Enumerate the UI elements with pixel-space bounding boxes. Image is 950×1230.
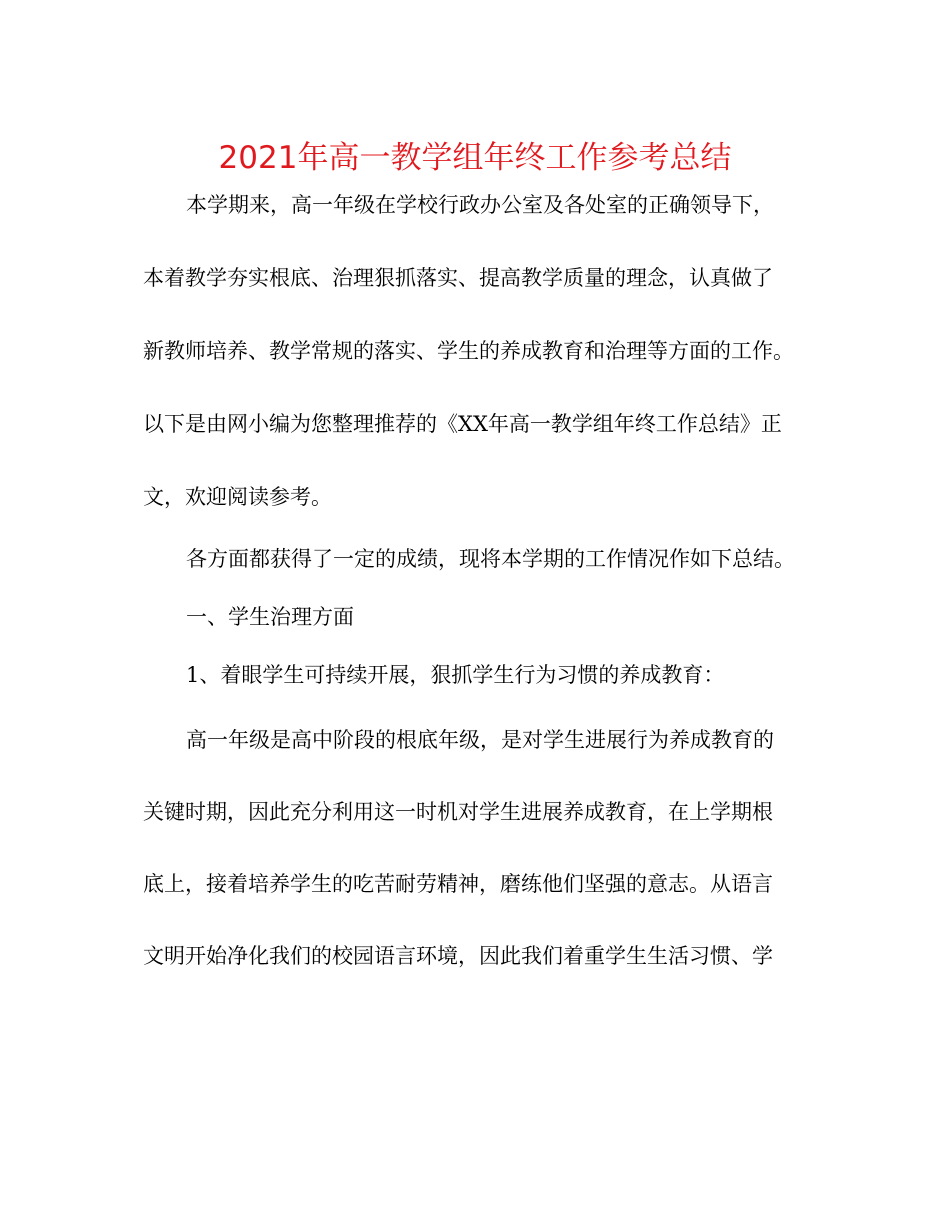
- paragraph-line: 以下是由网小编为您整理推荐的《XX年高一教学组年终工作总结》正: [143, 412, 782, 436]
- paragraph-line: 底上，接着培养学生的吃苦耐劳精神，磨练他们坚强的意志。从语言: [143, 872, 773, 896]
- paragraph-line: 各方面都获得了一定的成绩，现将本学期的工作情况作如下总结。: [186, 547, 795, 571]
- subsection-heading: 1、着眼学生可持续开展，狠抓学生行为习惯的养成教育：: [186, 663, 725, 687]
- paragraph-line: 新教师培养、教学常规的落实、学生的养成教育和治理等方面的工作。: [143, 339, 794, 363]
- document-title: 2021年高一教学组年终工作参考总结: [218, 140, 732, 176]
- paragraph-line: 本着教学夯实根底、治理狠抓落实、提高教学质量的理念，认真做了: [143, 266, 773, 290]
- paragraph-line: 本学期来，高一年级在学校行政办公室及各处室的正确领导下，: [186, 193, 774, 217]
- section-heading: 一、学生治理方面: [186, 605, 354, 629]
- paragraph-line: 文，欢迎阅读参考。: [143, 485, 332, 509]
- paragraph-line: 文明开始净化我们的校园语言环境，因此我们着重学生生活习惯、学: [143, 944, 773, 968]
- paragraph-line: 关键时期，因此充分利用这一时机对学生进展养成教育，在上学期根: [143, 800, 773, 824]
- paragraph-line: 高一年级是高中阶段的根底年级，是对学生进展行为养成教育的: [186, 728, 774, 752]
